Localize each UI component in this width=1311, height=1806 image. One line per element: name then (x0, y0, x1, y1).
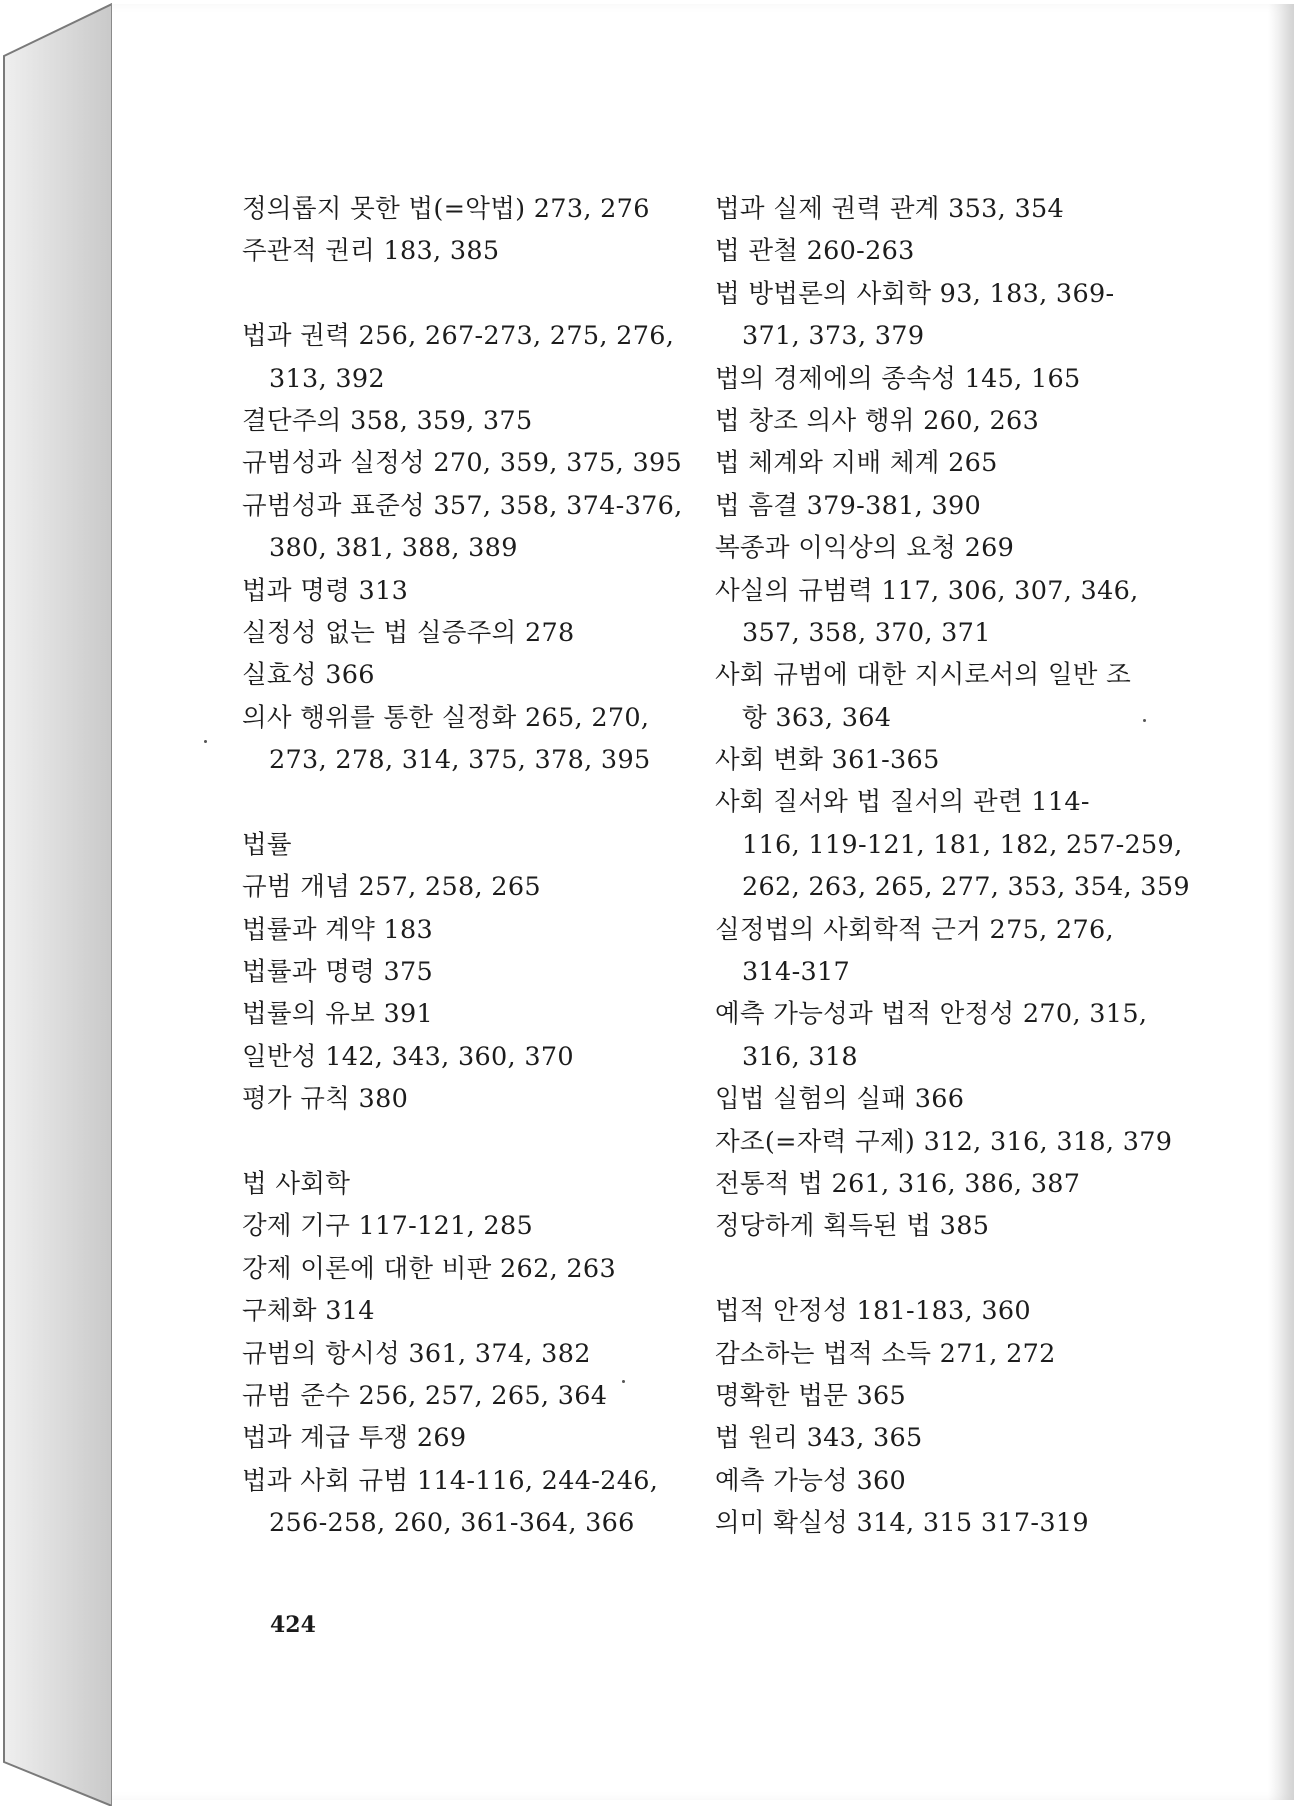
index-entry: 규범성과 표준성 357, 358, 374-376, (242, 490, 683, 521)
scan-speck (622, 1380, 625, 1383)
index-entry: 법과 실제 권력 관계 353, 354 (715, 194, 1065, 224)
page-number: 424 (270, 1612, 316, 1638)
index-entry: 법률과 계약 183 (242, 914, 434, 945)
index-entry: 256-258, 260, 361-364, 366 (269, 1508, 635, 1539)
blank-line (242, 781, 792, 823)
index-entry: 의사 행위를 통한 실정화 265, 270, (242, 702, 650, 733)
index-entry: 복종과 이익상의 요청 269 (715, 533, 1015, 564)
blank-line (242, 273, 792, 315)
index-entry: 사회 변화 361-365 (715, 745, 940, 776)
blank-line (242, 1121, 792, 1163)
index-entry: 사회 질서와 법 질서의 관련 114- (715, 787, 1090, 818)
index-entry: 법률의 유보 391 (242, 999, 434, 1030)
index-entry: 사실의 규범력 117, 306, 307, 346, (715, 575, 1139, 606)
index-entry: 규범 준수 256, 257, 265, 364 (242, 1380, 608, 1411)
index-entry: 평가 규칙 380 (242, 1084, 409, 1115)
index-entry: 감소하는 법적 소득 271, 272 (715, 1338, 1056, 1369)
book-spine-side (0, 0, 112, 1806)
index-entry: 일반성 142, 343, 360, 370 (242, 1041, 574, 1072)
index-entry: 273, 278, 314, 375, 378, 395 (269, 745, 651, 776)
index-entry: 법과 계급 투쟁 269 (242, 1423, 467, 1454)
index-entry: 262, 263, 265, 277, 353, 354, 359 (742, 872, 1190, 903)
index-entry: 실정법의 사회학적 근거 275, 276, (715, 914, 1114, 945)
index-entry: 법 관철 260-263 (715, 236, 915, 267)
index-entry: 실정성 없는 법 실증주의 278 (242, 617, 575, 648)
index-entry: 법 원리 343, 365 (715, 1423, 923, 1454)
index-entry: 항 363, 364 (742, 702, 892, 733)
index-entry: 371, 373, 379 (742, 321, 925, 352)
index-entry: 규범 개념 257, 258, 265 (242, 872, 541, 903)
index-entry: 사회 규범에 대한 지시로서의 일반 조 (715, 660, 1132, 691)
index-entry: 316, 318 (742, 1041, 858, 1072)
index-entry: 314-317 (742, 957, 851, 988)
index-entry: 법 창조 의사 행위 260, 263 (715, 405, 1040, 436)
index-entry: 실효성 366 (242, 660, 375, 691)
index-column-right (715, 188, 1265, 1545)
index-column-left (242, 188, 792, 1545)
index-entry: 법률과 명령 375 (242, 957, 434, 988)
index-entry: 규범성과 실정성 270, 359, 375, 395 (242, 448, 683, 479)
index-entry: 법과 사회 규범 114-116, 244-246, (242, 1465, 659, 1496)
scan-speck (204, 740, 207, 743)
index-entry: 주관적 권리 183, 385 (242, 236, 500, 267)
index-entry: 정의롭지 못한 법(=악법) 273, 276 (242, 194, 650, 224)
index-entry: 예측 가능성과 법적 안정성 270, 315, (715, 999, 1148, 1030)
index-entry: 380, 381, 388, 389 (269, 533, 518, 564)
index-entry: 법 체계와 지배 체계 265 (715, 448, 998, 479)
index-entry: 법 흠결 379-381, 390 (715, 490, 982, 521)
index-entry: 법의 경제에의 종속성 145, 165 (715, 363, 1081, 394)
index-entry: 결단주의 358, 359, 375 (242, 405, 533, 436)
index-entry: 116, 119-121, 181, 182, 257-259, (742, 829, 1183, 860)
book-page (112, 4, 1294, 1800)
index-entry: 법률 (242, 829, 292, 860)
index-entry: 법과 권력 256, 267-273, 275, 276, (242, 321, 675, 352)
index-entry: 규범의 항시성 361, 374, 382 (242, 1338, 591, 1369)
index-entry: 입법 실험의 실패 366 (715, 1084, 965, 1115)
index-entry: 전통적 법 261, 316, 386, 387 (715, 1168, 1081, 1199)
index-entry: 법적 안정성 181-183, 360 (715, 1296, 1031, 1327)
index-entry: 자조(=자력 구제) 312, 316, 318, 379 (715, 1126, 1173, 1157)
page-edge-shadow (1268, 4, 1294, 1800)
index-entry: 의미 확실성 314, 315 317-319 (715, 1508, 1089, 1539)
index-entry: 구체화 314 (242, 1296, 375, 1327)
index-entry: 강제 이론에 대한 비판 262, 263 (242, 1253, 616, 1284)
index-entry: 법과 명령 313 (242, 575, 409, 606)
index-entry: 정당하게 획득된 법 385 (715, 1211, 990, 1242)
index-entry: 명확한 법문 365 (715, 1380, 907, 1411)
scan-speck (1143, 719, 1146, 722)
index-entry: 313, 392 (269, 363, 385, 394)
index-entry: 법 방법론의 사회학 93, 183, 369- (715, 278, 1115, 309)
index-entry: 357, 358, 370, 371 (742, 617, 991, 648)
blank-line (715, 1248, 1265, 1290)
index-entry: 예측 가능성 360 (715, 1465, 907, 1496)
index-entry: 강제 기구 117-121, 285 (242, 1211, 533, 1242)
index-entry: 법 사회학 (242, 1168, 351, 1199)
